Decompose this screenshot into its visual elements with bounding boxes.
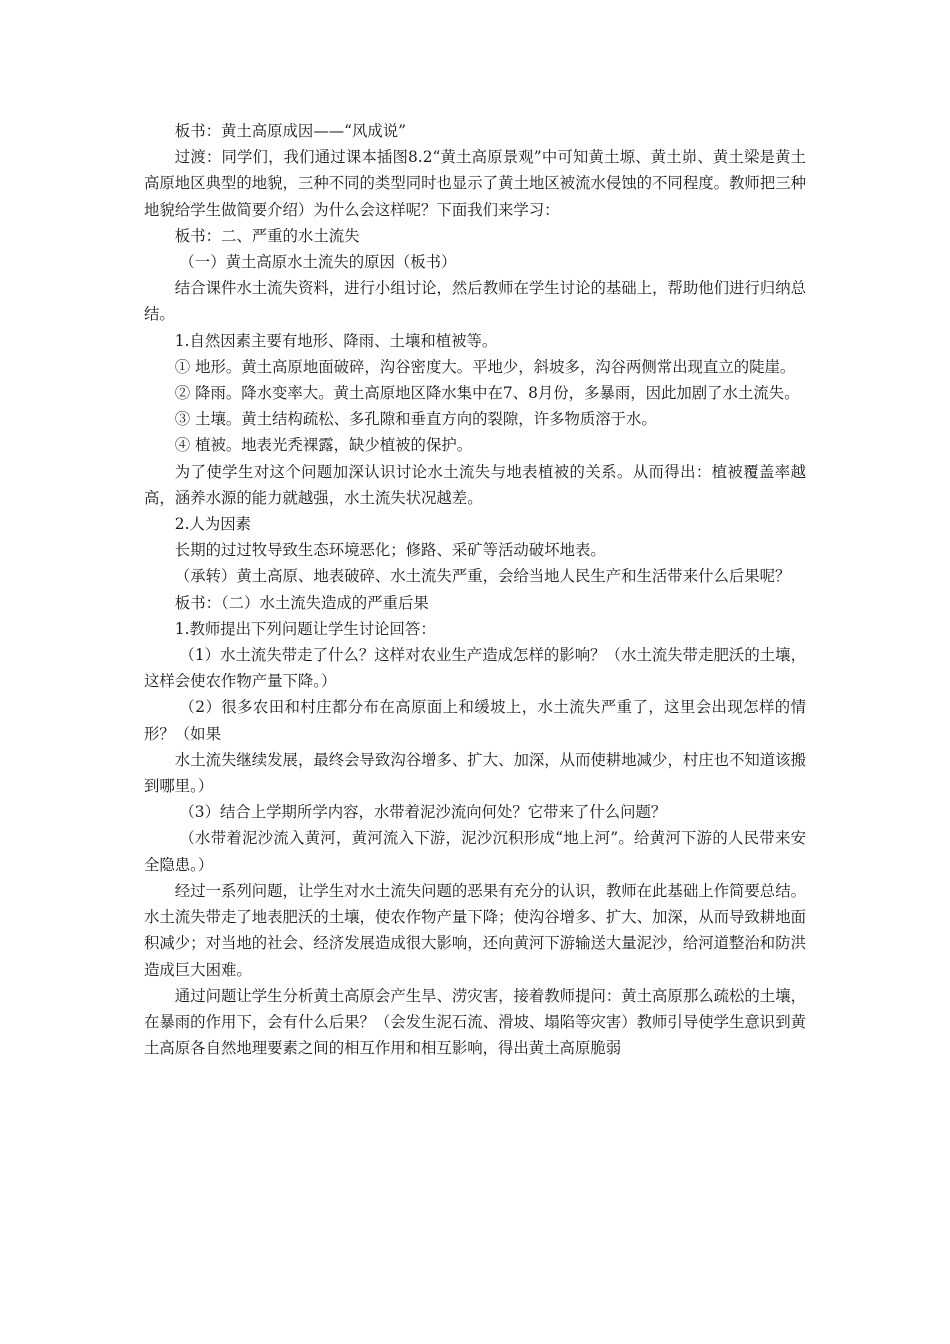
paragraph-vegetation: ④ 植被。地表光秃裸露，缺少植被的保护。 — [174, 436, 473, 455]
paragraph-natural-factors: 1.自然因素主要有地形、降雨、土壤和植被等。 — [174, 331, 498, 350]
paragraph-question-2: （2）很多农田和村庄都分布在高原面上和缓坡上，水土流失严重了，这里会出现怎样的情形？（如果 — [144, 698, 806, 743]
paragraph-board-note-origin: 板书：黄土高原成因——“风成说” — [174, 122, 407, 140]
paragraph-summary: 经过一系列问题，让学生对水土流失问题的恶果有充分的认识，教师在此基础上作简要总结。水土流失带走了地表肥沃的土壤，使农作物产量下降；使沟谷增多、扩大、加深，从而导致耕地面积减少；对当地的社会、经济发展造成很大影响，还向黄河下游输送大量泥沙，给河道整治和防洪造成巨大困难。 — [144, 881, 806, 979]
paragraph-transition-consequences: （承转）黄土高原、地表破碎、水土流失严重，会给当地人民生产和生活带来什么后果呢？ — [174, 567, 791, 586]
paragraph-terrain: ① 地形。黄土高原地面破碎，沟谷密度大。平地少，斜坡多，沟谷两侧常出现直立的陡崖。 — [174, 357, 796, 376]
paragraph-question-2-answer: 水土流失继续发展，最终会导致沟谷增多、扩大、加深，从而使耕地减少，村庄也不知道该搬到哪里。） — [144, 750, 806, 796]
paragraph-board-note-consequences: 板书：（二）水土流失造成的严重后果 — [174, 593, 429, 612]
paragraph-disasters: 通过问题让学生分析黄土高原会产生旱、涝灾害，接着教师提问：黄土高原那么疏松的土壤，在暴雨的作用下，会有什么后果？（会发生泥石流、滑坡、塌陷等灾害）教师引导使学生意识到黄土高原各自然地理要素之间的相互作用和相互影响，得出黄土高原脆弱 — [144, 986, 806, 1058]
paragraph-transition: 过渡：同学们，我们通过课本插图8.2“黄土高原景观”中可知黄土塬、黄土峁、黄土梁是黄土高原地区典型的地貌，三种不同的类型同时也显示了黄土地区被流水侵蚀的不同程度。教师把三种地貌给学生做简要介绍）为什么会这样呢？下面我们来学习： — [144, 148, 806, 219]
paragraph-vegetation-discussion: 为了使学生对这个问题加深认识讨论水土流失与地表植被的关系。从而得出：植被覆盖率越高，涵养水源的能力就越强，水土流失状况越差。 — [144, 462, 806, 507]
paragraph-human-factors: 2.人为因素 — [174, 515, 252, 534]
paragraph-teacher-questions: 1.教师提出下列问题让学生讨论回答： — [174, 619, 436, 638]
document-body — [144, 118, 806, 1061]
paragraph-question-3: （3）结合上学期所学内容，水带着泥沙流向何处？它带来了什么问题？ — [179, 803, 667, 822]
paragraph-group-discussion: 结合课件水土流失资料，进行小组讨论，然后教师在学生讨论的基础上，帮助他们进行归纳总结。 — [144, 279, 806, 324]
paragraph-question-3-answer: （水带着泥沙流入黄河，黄河流入下游，泥沙沉积形成“地上河”。给黄河下游的人民带来安全隐患。） — [144, 829, 806, 874]
paragraph-soil: ③ 土壤。黄土结构疏松、多孔隙和垂直方向的裂隙，许多物质溶于水。 — [174, 410, 657, 429]
paragraph-board-note-soil-erosion: 板书：二、严重的水土流失 — [174, 226, 360, 245]
paragraph-section-causes: （一）黄土高原水土流失的原因（板书） — [179, 253, 457, 272]
paragraph-human-activities: 长期的过过牧导致生态环境恶化；修路、采矿等活动破坏地表。 — [174, 541, 606, 560]
paragraph-question-1: （1）水土流失带走了什么？这样对农业生产造成怎样的影响？（水土流失带走肥沃的土壤，这样会使农作物产量下降。） — [144, 646, 806, 691]
paragraph-rainfall: ② 降雨。降水变率大。黄土高原地区降水集中在7、8月份，多暴雨，因此加剧了水土流失。 — [174, 384, 800, 403]
